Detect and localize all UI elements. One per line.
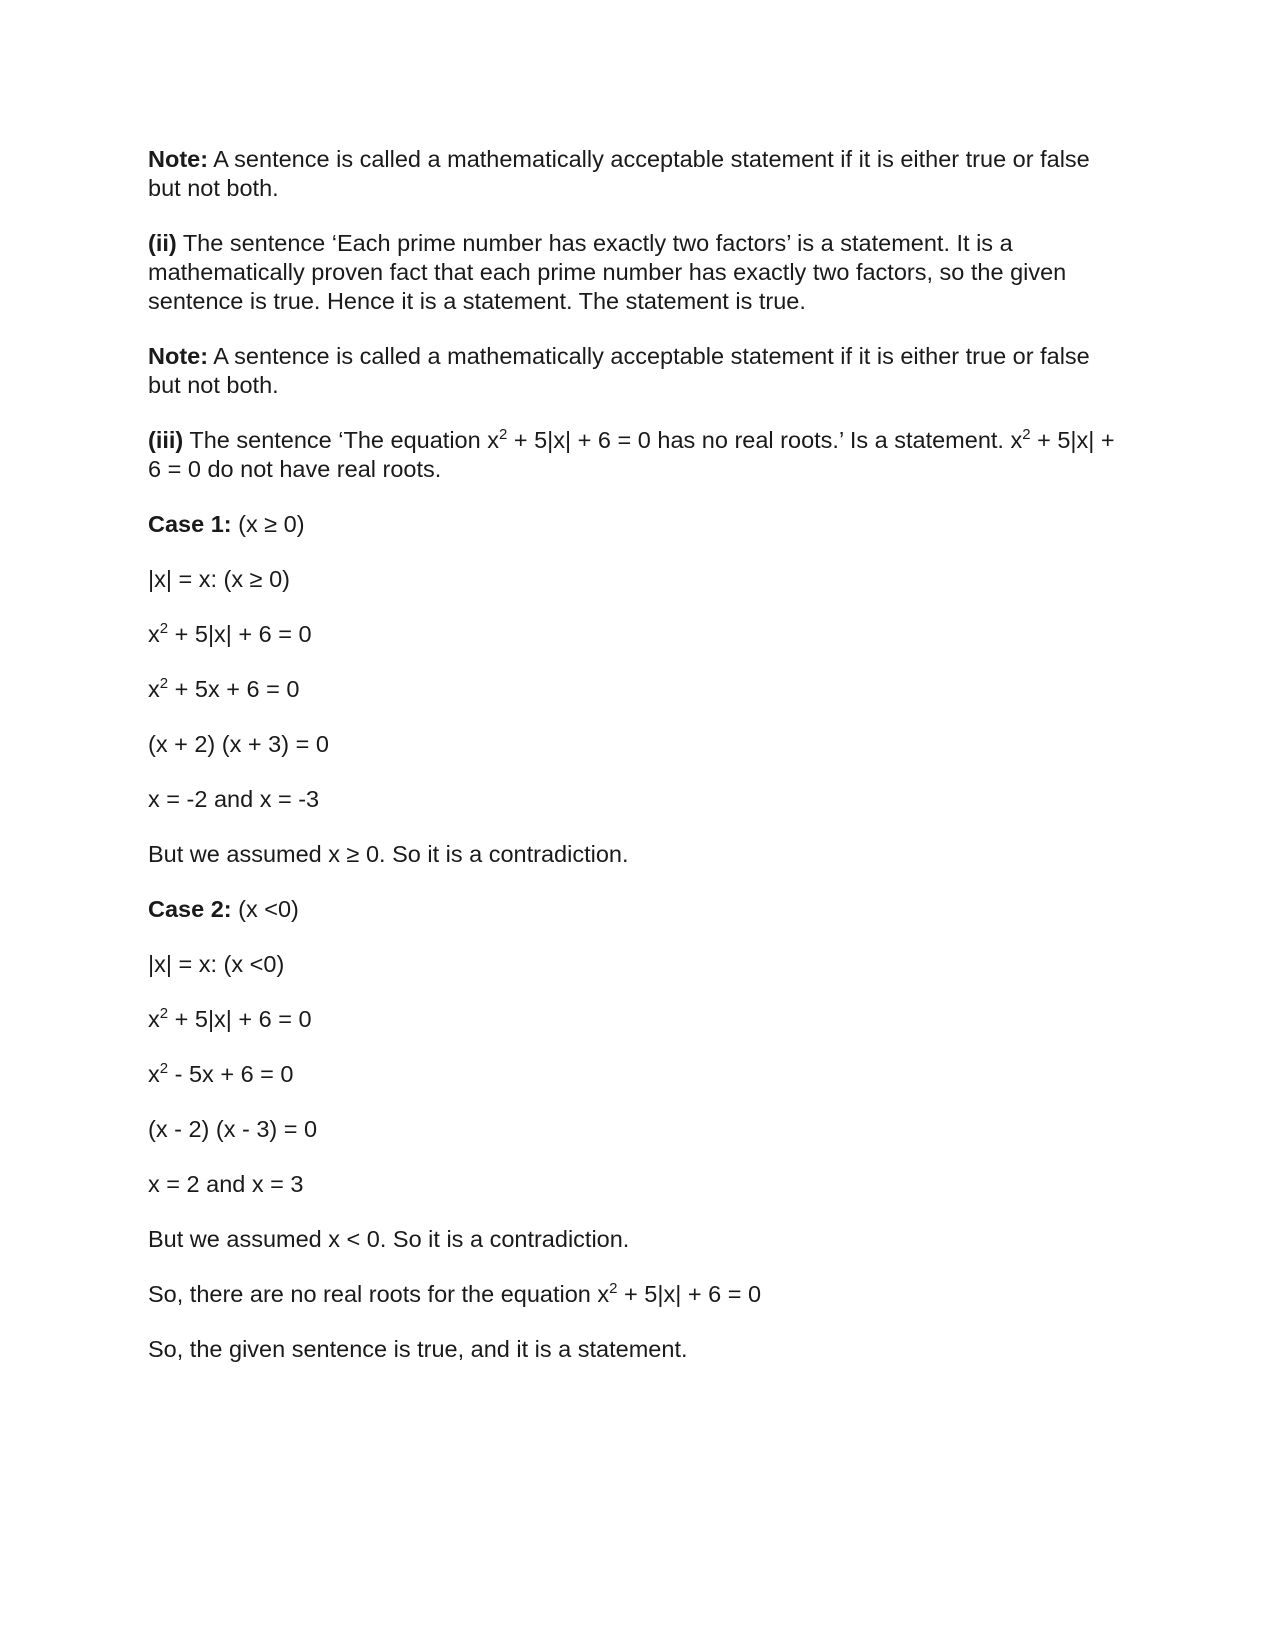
superscript: 2: [159, 1060, 169, 1078]
part-ii-label: (ii): [148, 230, 177, 256]
case-2-condition: (x <0): [231, 896, 299, 922]
conclusion-text: + 5|x| + 6 = 0: [617, 1281, 762, 1307]
superscript: 2: [159, 1005, 169, 1023]
math-line: [148, 1005, 1123, 1034]
conclusion-line: So, the given sentence is true, and it is a statement.: [148, 1336, 688, 1362]
math-line: x = -2 and x = -3: [148, 786, 320, 812]
math-text: + 5x + 6 = 0: [168, 676, 300, 702]
math-line: |x| = x: (x <0): [148, 951, 285, 977]
note-text: A sentence is called a mathematically acceptable statement if it is either true or false but not both.: [148, 146, 1090, 201]
math-line: [148, 620, 1123, 649]
note-text: A sentence is called a mathematically acceptable statement if it is either true or false but not both.: [148, 343, 1090, 398]
case-2-label: Case 2:: [148, 896, 232, 922]
text-line: But we assumed x ≥ 0. So it is a contradiction.: [148, 841, 629, 867]
note-label: Note:: [148, 343, 209, 369]
superscript: 2: [1022, 426, 1031, 444]
superscript: 2: [159, 620, 169, 638]
math-line: |x| = x: (x ≥ 0): [148, 566, 290, 592]
superscript: 2: [159, 675, 169, 693]
document-body: [148, 145, 1123, 1364]
math-text: + 5|x| + 6 = 0: [168, 1006, 312, 1032]
math-line: [148, 675, 1123, 704]
part-iii-text: + 5|x| + 6 = 0 has no real roots.’ Is a statement. x: [507, 427, 1023, 453]
math-line: x = 2 and x = 3: [148, 1171, 304, 1197]
case-1-heading: [148, 510, 1123, 539]
case-2-heading: [148, 895, 1123, 924]
part-ii-text: The sentence ‘Each prime number has exactly two factors’ is a statement. It is a mathematically proven fact that each prime number has exactly two factors, so the given sentence is true. Hence it is a statement. The statement is true.: [148, 230, 1067, 314]
math-line: [148, 1060, 1123, 1089]
part-iii-text: + 5|x| + 6 = 0 do not have real roots.: [148, 427, 1115, 482]
superscript: 2: [498, 426, 508, 444]
case-1-condition: (x ≥ 0): [231, 511, 305, 537]
math-text: + 5|x| + 6 = 0: [168, 621, 312, 647]
part-iii-paragraph: [148, 426, 1123, 484]
math-text: x: [148, 621, 160, 647]
conclusion-text: So, there are no real roots for the equation x: [148, 1281, 610, 1307]
part-iii-label: (iii): [148, 427, 184, 453]
conclusion-line: [148, 1280, 1123, 1309]
math-text: x: [148, 1061, 160, 1087]
case-1-label: Case 1:: [148, 511, 232, 537]
note-paragraph: [148, 342, 1123, 400]
superscript: 2: [609, 1280, 618, 1298]
part-iii-text: The sentence ‘The equation x: [183, 427, 499, 453]
math-line: (x - 2) (x - 3) = 0: [148, 1116, 318, 1142]
math-text: x: [148, 1006, 160, 1032]
math-line: (x + 2) (x + 3) = 0: [148, 731, 329, 757]
math-text: - 5x + 6 = 0: [168, 1061, 294, 1087]
math-text: x: [148, 676, 160, 702]
part-ii-paragraph: [148, 229, 1123, 316]
note-paragraph: [148, 145, 1123, 203]
note-label: Note:: [148, 146, 209, 172]
text-line: But we assumed x < 0. So it is a contradiction.: [148, 1226, 630, 1252]
